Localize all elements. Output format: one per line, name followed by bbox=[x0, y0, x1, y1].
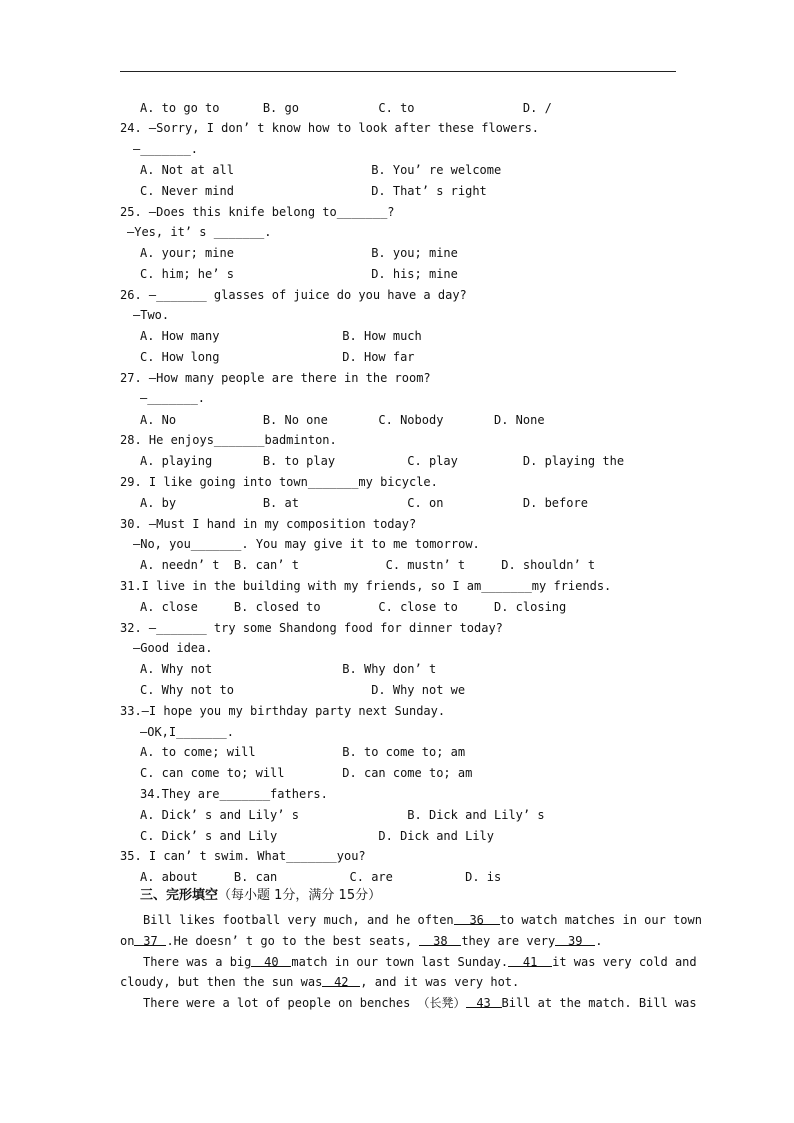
passage-line-3 bbox=[143, 954, 697, 970]
question-line: 34.They are_______fathers. bbox=[140, 787, 328, 801]
question-line: 25. —Does this knife belong to_______? bbox=[120, 205, 395, 219]
passage-text: they are very bbox=[461, 934, 556, 948]
blank-39[interactable]: 39 bbox=[555, 933, 595, 946]
passage-text: Bill at the match. Bill was bbox=[501, 996, 697, 1010]
answer-options: A. to go to B. go C. to D. / bbox=[140, 101, 552, 115]
passage-text: to watch matches in our town bbox=[499, 913, 702, 927]
passage-line-2 bbox=[120, 933, 602, 949]
passage-text: .He doesn’ t go to the best seats, bbox=[166, 934, 413, 948]
answer-options: A. by B. at C. on D. before bbox=[140, 496, 588, 510]
question-line: 27. —How many people are there in the room? bbox=[120, 371, 431, 385]
answer-options: A. Not at all B. You’ re welcome bbox=[140, 163, 502, 177]
question-line: —Two. bbox=[133, 308, 170, 322]
blank-41[interactable]: 41 bbox=[508, 954, 552, 967]
answer-options: C. Never mind D. That’ s right bbox=[140, 184, 487, 198]
question-line: 32. —_______ try some Shandong food for dinner today? bbox=[120, 621, 503, 635]
passage-text: cloudy, but then the sun was bbox=[120, 975, 323, 989]
passage-text: match in our town last Sunday. bbox=[291, 955, 509, 969]
answer-options: C. How long D. How far bbox=[140, 350, 415, 364]
answer-options: A. to come; will B. to come to; am bbox=[140, 745, 466, 759]
answer-options: C. can come to; will D. can come to; am bbox=[140, 766, 473, 780]
answer-options: A. Why not B. Why don’ t bbox=[140, 662, 437, 676]
passage-text: it was very cold and bbox=[552, 955, 697, 969]
blank-38[interactable]: 38 bbox=[419, 933, 461, 946]
passage-line-5 bbox=[143, 995, 697, 1011]
blank-36[interactable]: 36 bbox=[454, 912, 500, 925]
passage-text: There were a lot of people on benches （长凳） bbox=[143, 996, 466, 1010]
passage-line-4 bbox=[120, 974, 519, 990]
header-rule bbox=[120, 71, 676, 72]
question-line: 35. I can’ t swim. What_______you? bbox=[120, 849, 366, 863]
question-line: 33.—I hope you my birthday party next Sunday. bbox=[120, 704, 446, 718]
blank-37[interactable]: 37 bbox=[134, 933, 166, 946]
answer-options: A. No B. No one C. Nobody D. None bbox=[140, 413, 545, 427]
blank-43[interactable]: 43 bbox=[466, 995, 502, 1008]
passage-text: Bill likes football very much, and he often bbox=[143, 913, 454, 927]
answer-options: C. Why not to D. Why not we bbox=[140, 683, 466, 697]
question-line: —Yes, it’ s _______. bbox=[127, 225, 272, 239]
section-note: （每小题 1分，满分 15分） bbox=[218, 888, 382, 903]
question-line: —Good idea. bbox=[133, 641, 213, 655]
answer-options: A. needn’ t B. can’ t C. mustn’ t D. shouldn’ t bbox=[140, 558, 596, 572]
blank-40[interactable]: 40 bbox=[251, 954, 291, 967]
question-line: 24. —Sorry, I don’ t know how to look after these flowers. bbox=[120, 121, 540, 135]
passage-text: There was a big bbox=[143, 955, 252, 969]
blank-42[interactable]: 42 bbox=[322, 974, 360, 987]
answer-options: C. him; he’ s D. his; mine bbox=[140, 267, 458, 281]
question-line: 29. I like going into town_______my bicycle. bbox=[120, 475, 438, 489]
question-line: —_______. bbox=[140, 391, 206, 405]
passage-line-1 bbox=[143, 912, 702, 928]
question-line: 28. He enjoys_______badminton. bbox=[120, 433, 337, 447]
answer-options: A. close B. closed to C. close to D. closing bbox=[140, 600, 567, 614]
section-title: 三、完形填空 bbox=[140, 888, 219, 903]
passage-text: . bbox=[595, 934, 603, 948]
answer-options: A. How many B. How much bbox=[140, 329, 422, 343]
question-line: 30. —Must I hand in my composition today? bbox=[120, 517, 417, 531]
answer-options: A. your; mine B. you; mine bbox=[140, 246, 458, 260]
question-line: —No, you_______. You may give it to me tomorrow. bbox=[133, 537, 480, 551]
answer-options: A. about B. can C. are D. is bbox=[140, 870, 502, 884]
passage-text: , and it was very hot. bbox=[360, 975, 520, 989]
answer-options: A. playing B. to play C. play D. playing the bbox=[140, 454, 625, 468]
section-heading bbox=[140, 888, 381, 904]
question-line: 26. —_______ glasses of juice do you have a day? bbox=[120, 288, 467, 302]
question-line: 31.I live in the building with my friends, so I am_______my friends. bbox=[120, 579, 612, 593]
question-line: —_______. bbox=[133, 142, 199, 156]
answer-options: A. Dick’ s and Lily’ s B. Dick and Lily’ s bbox=[140, 808, 545, 822]
question-line: —OK,I_______. bbox=[140, 725, 234, 739]
answer-options: C. Dick’ s and Lily D. Dick and Lily bbox=[140, 829, 495, 843]
passage-text: on bbox=[120, 934, 135, 948]
